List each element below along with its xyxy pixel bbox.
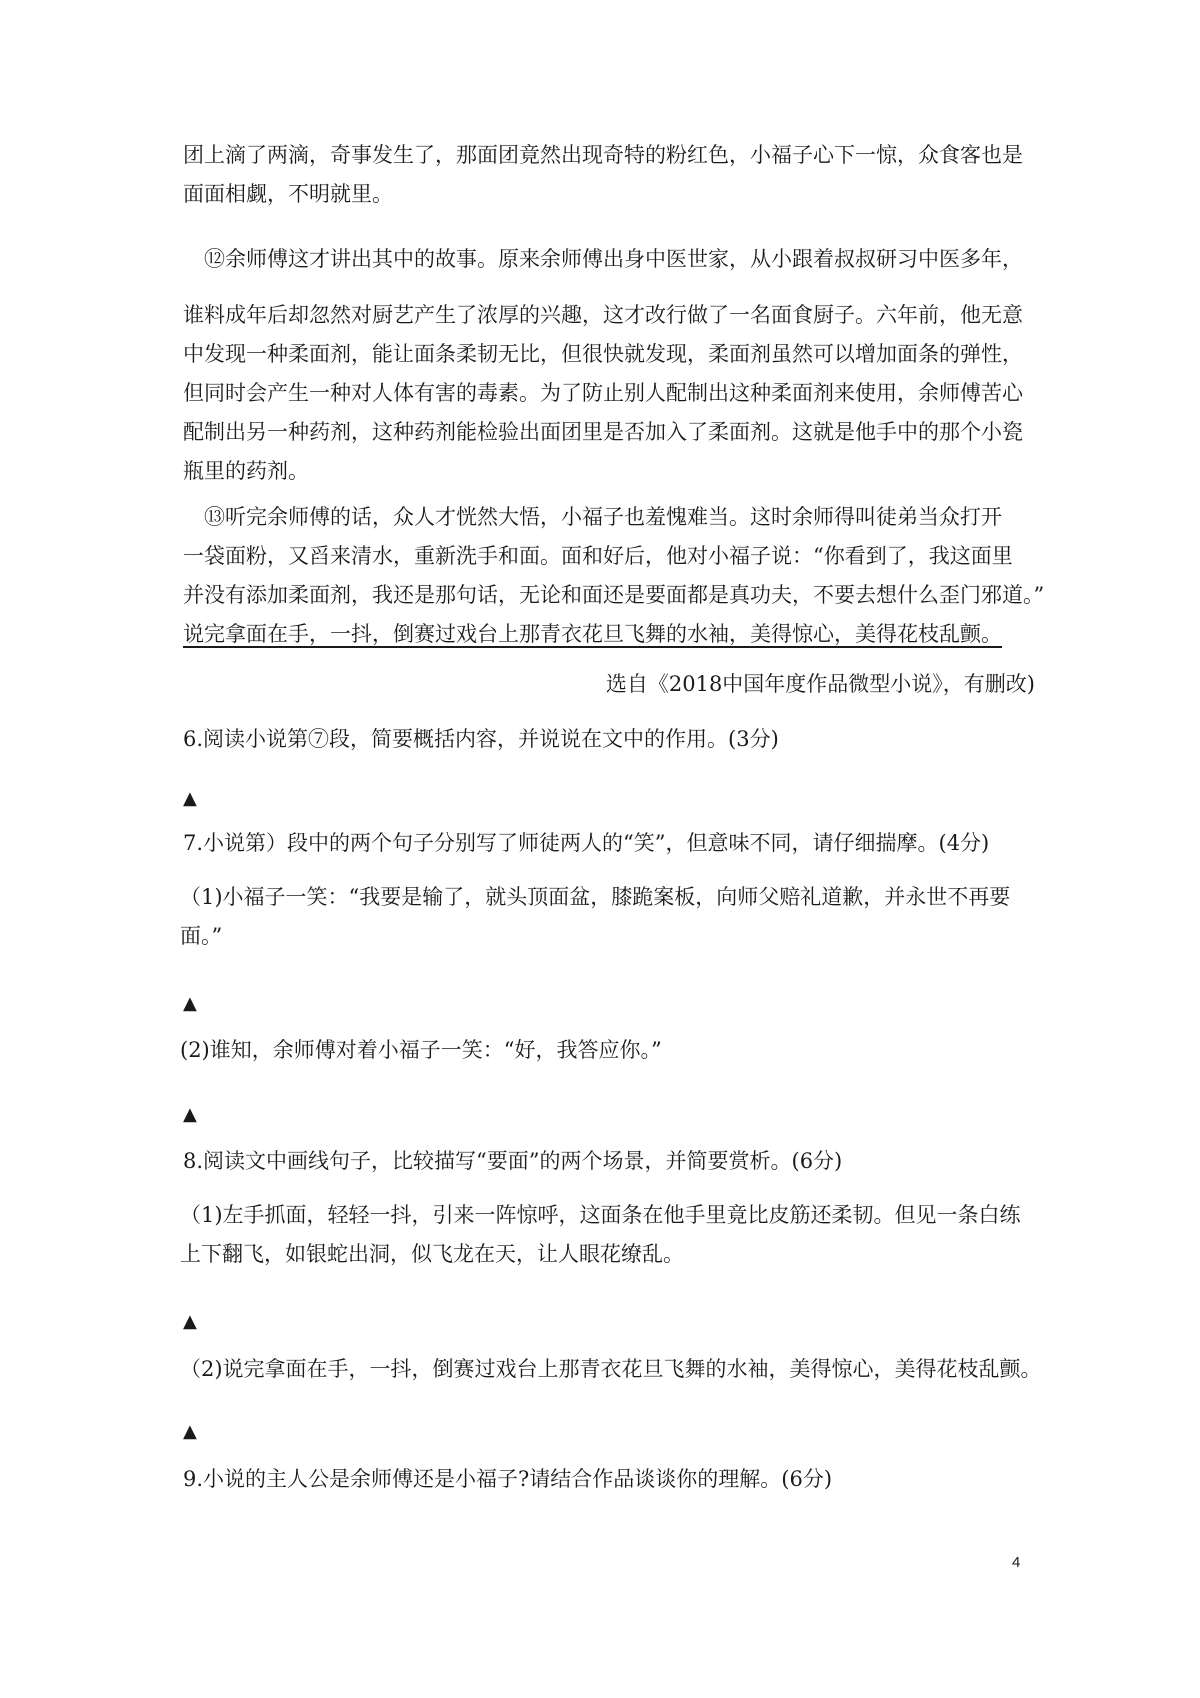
text-line: ⑬听完余师傅的话，众人才恍然大悟，小福子也羞愧难当。这时余师得叫徒弟当众打开 (183, 505, 1002, 529)
question-7 (183, 824, 1035, 863)
question-text: 6.阅读小说第⑦段，简要概括内容，并说说在文中的作用。(3分) (183, 727, 779, 751)
answer-marker-icon: ▲ (183, 788, 197, 809)
text-line: 但同时会产生一种对人体有害的毒素。为了防止别人配制出这种柔面剂来使用，余师傅苦心 (183, 381, 1023, 405)
question-6 (183, 720, 1035, 759)
text-line: （1)左手抓面，轻轻一抖，引来一阵惊呼，这面条在他手里竟比皮筋还柔韧。但见一条白练 (180, 1203, 1021, 1227)
answer-marker-icon: ▲ (183, 993, 197, 1014)
answer-marker-icon: ▲ (183, 1421, 197, 1442)
text-line: 瓶里的药剂。 (183, 459, 309, 483)
question-text: 8.阅读文中画线句子，比较描写“要面”的两个场景，并简要赏析。(6分) (183, 1149, 843, 1173)
text-line: 面。” (180, 924, 223, 948)
question-text: 9.小说的主人公是余师傅还是小福子?请结合作品谈谈你的理解。(6分) (183, 1467, 833, 1491)
underlined-sentence: 说完拿面在手，一抖，倒赛过戏台上那青衣花旦飞舞的水袖，美得惊心，美得花枝乱颤。 (183, 622, 1002, 646)
text-line: 谁料成年后却忽然对厨艺产生了浓厚的兴趣，这才改行做了一名面食厨子。六年前，他无意 (183, 303, 1023, 327)
question-9 (183, 1460, 1035, 1499)
paragraph-11-end (183, 136, 1035, 214)
question-8-part-2 (180, 1350, 1042, 1389)
text-line: 并没有添加柔面剂，我还是那句话，无论和面还是要面都是真功夫，不要去想什么歪门邪道。” (183, 583, 1045, 607)
question-text: 7.小说第）段中的两个句子分别写了师徒两人的“笑”，但意味不同，请仔细揣摩。(4分) (183, 831, 990, 855)
text-line: 中发现一种柔面剂，能让面条柔韧无比，但很快就发现，柔面剂虽然可以增加面条的弹性， (183, 342, 1023, 366)
page-number: 4 (1012, 1554, 1021, 1571)
text-line: 配制出另一种药剂，这种药剂能检验出面团里是否加入了柔面剂。这就是他手中的那个小瓷 (183, 420, 1023, 444)
paragraph-12-cont (183, 296, 1035, 491)
text-line: 一袋面粉，又舀来清水，重新洗手和面。面和好后，他对小福子说：“你看到了，我这面里 (183, 544, 1013, 568)
answer-marker-icon: ▲ (183, 1104, 197, 1125)
question-7-part-2 (180, 1031, 1032, 1070)
text-line: (2)谁知，余师傅对着小福子一笑：“好，我答应你。” (180, 1038, 662, 1062)
text-line: （2)说完拿面在手，一抖，倒赛过戏台上那青衣花旦飞舞的水袖，美得惊心，美得花枝乱颤。 (180, 1357, 1042, 1381)
source-citation: 选自《2018中国年度作品微型小说》，有删改) (605, 672, 1035, 696)
paragraph-13 (183, 498, 1045, 654)
question-8 (183, 1142, 1035, 1181)
question-8-part-1 (180, 1196, 1032, 1274)
question-7-part-1 (180, 878, 1032, 956)
text-line: ⑫余师傅这才讲出其中的故事。原来余师傅出身中医世家，从小跟着叔叔研习中医多年， (183, 247, 1023, 271)
answer-marker-icon: ▲ (183, 1311, 197, 1332)
paragraph-12 (183, 240, 1035, 279)
text-line: 上下翻飞，如银蛇出洞，似飞龙在天，让人眼花缭乱。 (180, 1242, 684, 1266)
text-line: 团上滴了两滴，奇事发生了，那面团竟然出现奇特的粉红色，小福子心下一惊，众食客也是 (183, 143, 1023, 167)
text-line: 面面相觑，不明就里。 (183, 182, 393, 206)
text-line: （1)小福子一笑：“我要是输了，就头顶面盆，膝跪案板，向师父赔礼道歉，并永世不再要 (180, 885, 1011, 909)
